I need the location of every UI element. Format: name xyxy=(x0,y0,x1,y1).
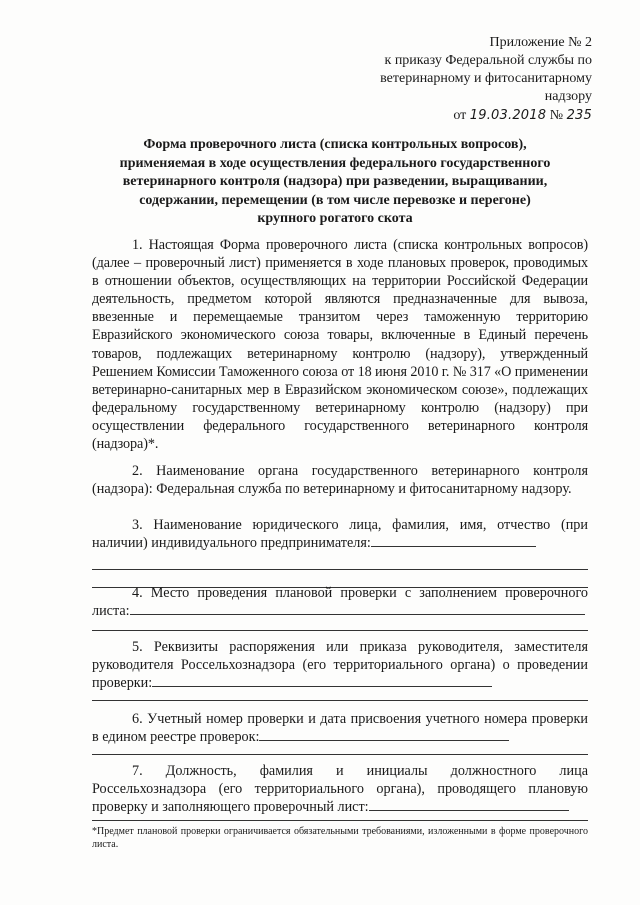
section-4 xyxy=(92,584,588,620)
section-7 xyxy=(92,762,588,816)
section-5-label: 5. Реквизиты распоряжения или приказа руководителя, заместителя руководителя Россельхознадзора (его территориального органа) о проведении проверки: xyxy=(92,639,588,692)
footnote-divider xyxy=(92,820,588,821)
appendix-order-ref: к приказу Федеральной службы по xyxy=(384,53,592,68)
section-6-fill-line[interactable] xyxy=(259,728,509,741)
section-5-fill-line[interactable] xyxy=(152,674,492,687)
title-line-2: применяемая в ходе осуществления федерального государственного xyxy=(119,155,551,171)
section-5-text xyxy=(92,638,588,692)
section-6 xyxy=(92,710,588,746)
section-4-fill-line[interactable] xyxy=(130,602,585,615)
section-2-text: 2. Наименование органа государственного ветеринарного контроля (надзора): Федеральная служба по ветеринарному и фитосанитарному надзору. xyxy=(92,463,588,498)
section-3-fill-line[interactable] xyxy=(371,534,536,547)
section-6-label: 6. Учетный номер проверки и дата присвоения учетного номера проверки в едином реестре проверок: xyxy=(92,711,588,746)
section-6-text xyxy=(92,710,588,746)
title-line-1: Форма проверочного листа (списка контрольных вопросов), xyxy=(143,137,527,152)
section-5 xyxy=(92,638,588,692)
section-6-blank-line[interactable] xyxy=(92,754,588,755)
footnote: *Предмет плановой проверки ограничивается обязательными требованиями, изложенными в форме проверочного листа. xyxy=(92,826,588,850)
appendix-date-line xyxy=(380,107,592,125)
section-4-text xyxy=(92,584,588,620)
section-1 xyxy=(92,236,588,453)
appendix-number: Приложение № 2 xyxy=(489,35,592,50)
section-7-label: 7. Должность, фамилия и инициалы должностного лица Россельхознадзора (его территориального органа), проводящего плановую проверку и заполняющего проверочный лист: xyxy=(92,763,588,816)
form-title xyxy=(90,136,580,229)
section-4-blank-line[interactable] xyxy=(92,630,588,631)
section-3-label: 3. Наименование юридического лица, фамилия, имя, отчество (при наличии) индивидуального предпринимателя: xyxy=(92,517,588,552)
section-3-text xyxy=(92,516,588,552)
order-date: 19.03.2018 xyxy=(469,108,547,123)
appendix-header xyxy=(380,34,592,125)
section-7-text xyxy=(92,762,588,816)
appendix-service-name-end: надзору xyxy=(544,89,592,104)
section-3 xyxy=(92,516,588,552)
section-7-fill-line[interactable] xyxy=(369,798,569,811)
number-prefix: № xyxy=(549,108,564,123)
title-line-3: ветеринарного контроля (надзора) при разведении, выращивании, xyxy=(122,174,548,189)
title-line-4: содержании, перемещении (в том числе перевозке и перегоне) xyxy=(139,192,531,208)
section-1-text: 1. Настоящая Форма проверочного листа (списка контрольных вопросов) (далее – проверочный лист) применяется в ходе плановых проверок, проводимых в отношении объектов, осуществляющих на территории Российской Федерации деятельность, предметом которой являются предназначенные для вывоза, ввезенные и перемещаемые транзитом через таможенную территорию Евразийского экономического союза товары, включенные в Единый перечень товаров, подлежащих ветеринарному контролю (надзору), утвержденный Решением Комиссии Таможенного союза от 18 июня 2010 г. № 317 «О применении ветеринарно-санитарных мер в Евразийском экономическом союзе», подлежащих федеральному государственному ветеринарному контролю (надзору) при осуществлении федерального государственного ветеринарного контроля (надзора)*. xyxy=(92,237,588,453)
section-5-blank-line[interactable] xyxy=(92,700,588,701)
section-3-blank-line-1[interactable] xyxy=(92,569,588,570)
section-4-label: 4. Место проведения плановой проверки с заполнением проверочного листа: xyxy=(92,585,588,620)
order-number: 235 xyxy=(566,108,592,123)
section-2 xyxy=(92,462,588,498)
date-prefix: от xyxy=(453,108,467,123)
title-line-5: крупного рогатого скота xyxy=(257,211,413,226)
appendix-service-name: ветеринарному и фитосанитарному xyxy=(380,71,592,86)
